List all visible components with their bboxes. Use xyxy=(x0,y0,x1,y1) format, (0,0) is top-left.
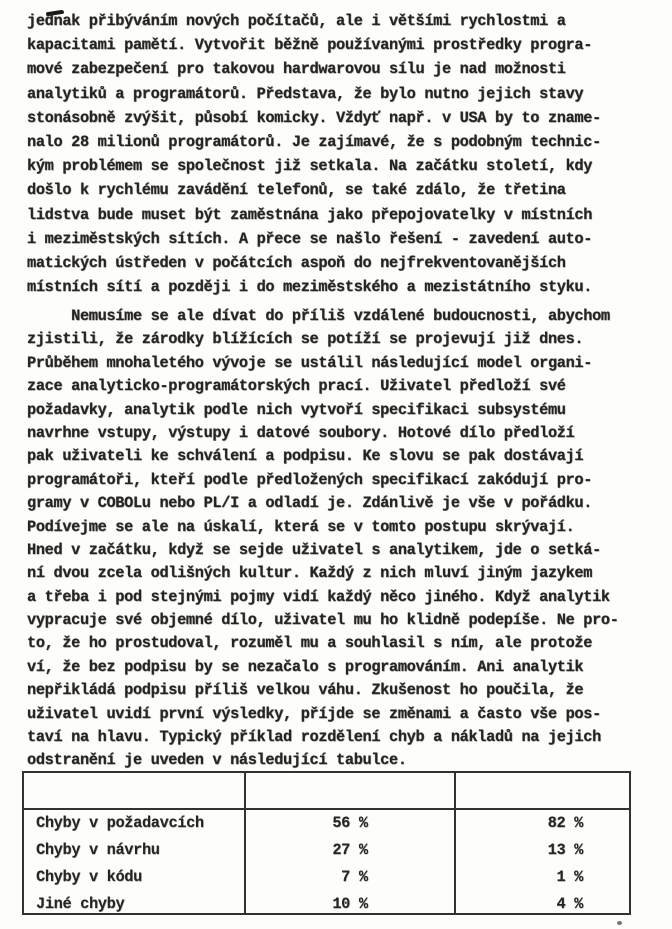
table-row-cost: 4 % xyxy=(547,895,583,913)
table-row-label: Jiné chyby xyxy=(24,891,246,913)
table-header-cost xyxy=(456,773,629,810)
text-line: došlo k rychlému zavádění telefonů, se také zdálo, že třetina xyxy=(27,181,566,200)
table-row-label: Chyby v požadavcích xyxy=(24,810,246,837)
text-line: ní dvou zcela odlišných kultur. Každý z nich mluví jiným jazykem xyxy=(27,564,593,583)
table-row-distribution: 10 % xyxy=(246,891,456,913)
text-line: nepřikládá podpisu příliš velkou váhu. Zkušenost ho poučila, že xyxy=(27,681,584,700)
table-row-distribution: 56 % xyxy=(246,810,456,837)
table-row-distribution: 7 % xyxy=(246,864,456,891)
text-line: zjistili, že zárodky blížících se potíží se projevují již dnes. xyxy=(27,330,584,349)
text-line: Hned v začátku, když se sejde uživatel s analytikem, jde o setká- xyxy=(27,540,601,559)
table-row-distribution: 27 % xyxy=(246,837,456,864)
text-line: odstranění je uveden v následující tabulce. xyxy=(27,751,407,770)
text-line: kapacitami pamětí. Vytvořit běžně používanými prostředky progra- xyxy=(27,36,593,55)
text-line: lidstva bude muset být zaměstnána jako přepojovatelky v místních xyxy=(27,205,593,224)
text-line: stonásobně zvýšit, působí komicky. Vždyť např. v USA by to zname- xyxy=(27,108,601,127)
text-line: požadavky, analytik podle nich vytvoří specifikaci subsystému xyxy=(27,400,566,419)
error-distribution-table xyxy=(22,771,631,915)
text-line: Průběhem mnohaletého vývoje se ustálil následující model organi- xyxy=(27,353,593,372)
text-line: vypracuje své objemné dílo, uživatel mu ho klidně podepíše. Ne pro- xyxy=(27,611,619,630)
text-line: a třeba i pod stejnými pojmy vidí každý něco jiného. Když analytik xyxy=(27,587,610,606)
text-line: uživatel uvidí první výsledky, příjde se změnami a často vše pos- xyxy=(27,704,601,723)
text-line: ví, že bez podpisu by se nezačalo s programováním. Ani analytik xyxy=(27,657,584,676)
scan-speckle xyxy=(617,921,622,925)
text-line: analytiků a programátorů. Představa, že bylo nutno jejich stavy xyxy=(27,84,584,103)
text-line: i meziměstských sítích. A přece se našlo řešení - zavedení auto- xyxy=(27,229,593,248)
table-header-empty xyxy=(24,773,246,810)
text-line: to, že ho prostudoval, rozuměl mu a souhlasil s ním, ale protože xyxy=(27,634,593,653)
text-line: gramy v COBOLu nebo PL/I a odladí je. Zdánlivě je vše v pořádku. xyxy=(27,494,593,513)
text-line: matických ústředen v počátcích aspoň do nejfrekventovanějších xyxy=(27,253,566,272)
table-row-label: Chyby v návrhu xyxy=(24,837,246,864)
text-line: místních sítí a později i do meziměstského a mezistátního styku. xyxy=(27,278,593,297)
paragraph-1 xyxy=(27,9,601,299)
table-row-cost: 1 % xyxy=(547,868,583,886)
text-line: pak uživateli ke schválení a podpisu. Ke slovu se pak dostávají xyxy=(27,447,584,466)
text-line: zace analyticko-programátorských prací. Uživatel předloží své xyxy=(27,377,566,396)
text-line: Podívejme se ale na úskalí, která se v tomto postupu skrývají. xyxy=(27,517,575,536)
table-row-label: Chyby v kódu xyxy=(24,864,246,891)
table-row-cost: 13 % xyxy=(547,841,583,859)
text-line: jednak přibýváním nových počítačů, ale i většími rychlostmi a xyxy=(27,12,566,30)
paragraph-2 xyxy=(27,305,619,773)
text-line: programátoři, kteří podle předložených specifikací zakódují pro- xyxy=(27,470,593,489)
table-row-cost: 82 % xyxy=(547,814,583,832)
text-line: Nemusíme se ale dívat do příliš vzdálené budoucnosti, abychom xyxy=(27,307,610,325)
text-line: navrhne vstupy, výstupy i datové soubory. Hotové dílo předloží xyxy=(27,423,575,442)
text-line: taví na hlavu. Typický příklad rozdělení chyb a nákladů na jejich xyxy=(27,728,601,747)
text-line: kým problémem se společnost již setkala. Na začátku století, kdy xyxy=(27,157,593,176)
text-line: mové zabezpečení pro takovou hardwarovou sílu je nad možnosti xyxy=(27,60,566,79)
table-header-distribution xyxy=(246,773,456,810)
text-line: nalo 28 milionů programátorů. Je zajímavé, že s podobným technic- xyxy=(27,132,601,151)
